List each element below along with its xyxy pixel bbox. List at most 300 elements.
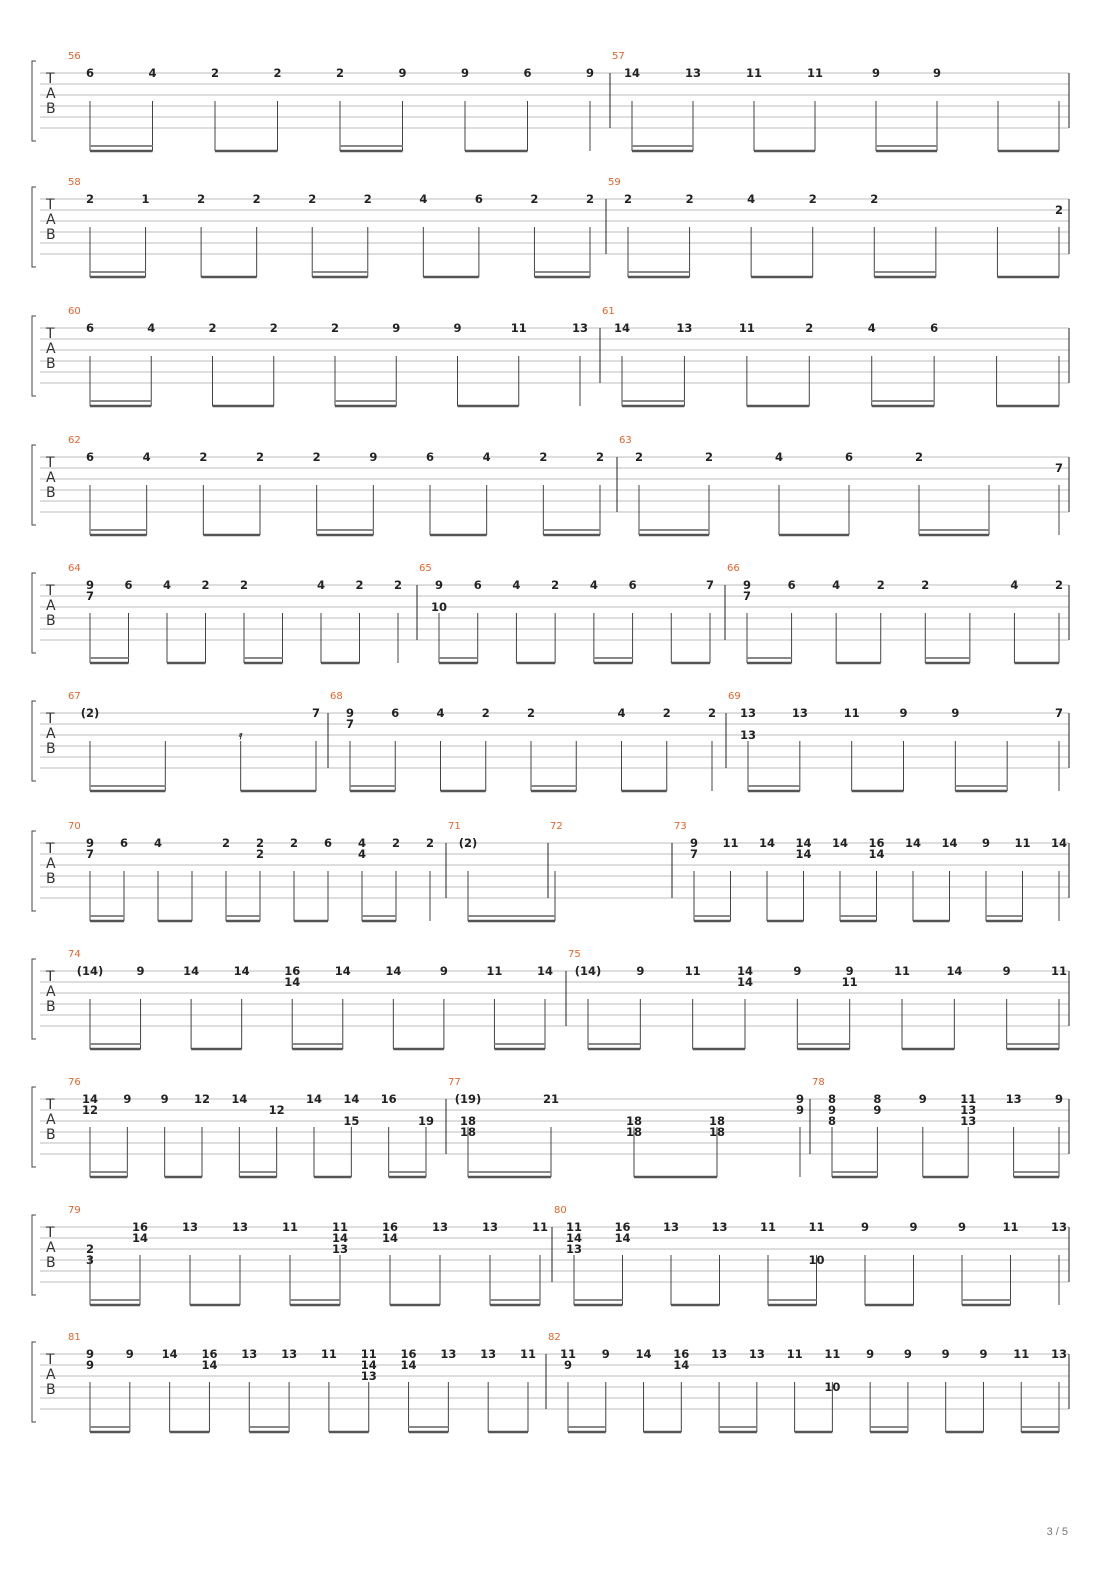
measure-number: 68: [330, 691, 343, 702]
fret-number: 14: [1050, 836, 1068, 850]
fret-number: 7: [1054, 706, 1064, 720]
fret-number: 11: [808, 1220, 825, 1234]
fret-number: 9: [979, 1347, 988, 1361]
fret-number: 16: [131, 1220, 149, 1234]
fret-number: 16: [284, 964, 301, 978]
fret-number: 4: [867, 321, 876, 335]
measure-number: 81: [68, 1332, 81, 1343]
fret-number: 8: [827, 1114, 837, 1128]
fret-number: 11: [559, 1347, 577, 1361]
fret-number: 2: [921, 578, 930, 592]
tab-clef-letter: T: [46, 711, 55, 727]
fret-number: 𝄿: [238, 728, 243, 742]
measure-number: 71: [448, 821, 461, 832]
system-bracket: [32, 701, 36, 781]
fret-number: 9: [903, 1347, 912, 1361]
fret-number: 16: [673, 1347, 690, 1361]
fret-number: 9: [125, 1347, 134, 1361]
fret-number: 9: [439, 964, 448, 978]
fret-number: 9: [827, 1103, 837, 1117]
measure-number: 56: [68, 51, 81, 62]
fret-number: 4: [774, 450, 784, 464]
fret-number: 2: [623, 192, 633, 206]
fret-number: 12: [268, 1103, 285, 1117]
fret-number: 11: [519, 1347, 537, 1361]
fret-number: 12: [81, 1103, 99, 1117]
fret-number: 2: [585, 192, 595, 206]
measure-number: 69: [728, 691, 741, 702]
fret-number: 6: [473, 578, 482, 592]
tab-clef-letter: A: [46, 984, 56, 1000]
fret-number: 2: [1054, 203, 1064, 217]
fret-number: 14: [673, 1358, 690, 1372]
fret-number: 14: [305, 1092, 323, 1106]
tab-clef-letter: T: [46, 969, 55, 985]
fret-number: 11: [893, 964, 911, 978]
measure-number: 66: [727, 563, 740, 574]
fret-number: 14: [904, 836, 922, 850]
fret-number: 9: [689, 836, 699, 850]
system-bracket: [32, 1342, 36, 1422]
fret-number: 14: [868, 847, 885, 861]
fret-number: 3: [85, 1253, 95, 1267]
fret-number: 13: [1005, 1092, 1022, 1106]
tab-system: [32, 691, 1069, 791]
fret-number: 14: [946, 964, 963, 978]
measure-number: 72: [550, 821, 563, 832]
fret-number: 19: [417, 1114, 435, 1128]
fret-number: 2: [199, 450, 208, 464]
tab-system: [32, 1077, 1069, 1177]
fret-number: 11: [759, 1220, 777, 1234]
fret-number: 4: [419, 192, 428, 206]
measure-number: 60: [68, 306, 81, 317]
fret-number: 14: [343, 1092, 360, 1106]
fret-number: 14: [360, 1358, 377, 1372]
fret-number: 13: [431, 1220, 449, 1234]
fret-number: 9: [860, 1220, 870, 1234]
tab-clef-letter: A: [46, 598, 56, 614]
fret-number: 14: [183, 964, 200, 978]
fret-number: 9: [85, 836, 95, 850]
fret-number: 14: [941, 836, 958, 850]
fret-number: 13: [241, 1347, 258, 1361]
fret-number: 2: [255, 836, 265, 850]
fret-number: 2: [252, 192, 261, 206]
fret-number: 2: [530, 192, 539, 206]
fret-number: 16: [201, 1347, 218, 1361]
tab-clef-letter: B: [46, 613, 56, 629]
fret-number: 9: [866, 1347, 875, 1361]
fret-number: 4: [162, 578, 172, 592]
fret-number: 6: [787, 578, 796, 592]
fret-number: 9: [369, 450, 378, 464]
fret-number: 2: [425, 836, 435, 850]
fret-number: 11: [360, 1347, 377, 1361]
fret-number: 18: [708, 1114, 726, 1128]
fret-number: 6: [474, 192, 483, 206]
fret-number: 7: [311, 706, 321, 720]
measure-number: 61: [602, 306, 615, 317]
tab-clef-letter: T: [46, 1097, 55, 1113]
fret-number: 7: [345, 717, 355, 731]
fret-number: 6: [628, 578, 637, 592]
fret-number: 6: [323, 836, 333, 850]
fret-number: 14: [758, 836, 776, 850]
fret-number: 9: [932, 66, 942, 80]
fret-number: 8: [873, 1092, 882, 1106]
tab-system: [32, 821, 1069, 921]
measure-number: 65: [419, 563, 432, 574]
fret-number: 13: [231, 1220, 249, 1234]
fret-number: 14: [623, 66, 641, 80]
fret-number: 2: [289, 836, 299, 850]
measure-number: 74: [68, 949, 81, 960]
fret-number: 2: [685, 192, 694, 206]
fret-number: 11: [565, 1220, 583, 1234]
fret-number: 2: [335, 66, 345, 80]
measure-number: 57: [612, 51, 625, 62]
tab-clef-letter: A: [46, 470, 56, 486]
fret-number: 11: [1013, 1347, 1030, 1361]
fret-number: 1: [141, 192, 150, 206]
fret-number: 9: [160, 1092, 169, 1106]
fret-number: 12: [193, 1092, 211, 1106]
fret-number: 16: [400, 1347, 417, 1361]
fret-number: 15: [343, 1114, 360, 1128]
fret-number: 2: [914, 450, 924, 464]
fret-number: 10: [824, 1380, 841, 1394]
fret-number: 13: [960, 1103, 977, 1117]
system-bracket: [32, 1087, 36, 1167]
measure-number: 64: [68, 563, 81, 574]
fret-number: 9: [345, 706, 355, 720]
page-number: 3 / 5: [1046, 1526, 1068, 1538]
fret-number: 6: [85, 66, 95, 80]
fret-number: 10: [808, 1253, 825, 1267]
fret-number: 7: [689, 847, 699, 861]
fret-number: 13: [565, 1242, 583, 1256]
fret-number: 11: [510, 321, 527, 335]
fret-number: 8: [827, 1092, 837, 1106]
fret-number: 4: [589, 578, 598, 592]
tab-clef-letter: T: [46, 455, 55, 471]
fret-number: 18: [459, 1114, 477, 1128]
fret-number: 13: [481, 1220, 499, 1234]
fret-number: 2: [391, 836, 401, 850]
fret-number: 9: [951, 706, 960, 720]
fret-number: 18: [708, 1125, 726, 1139]
fret-number: 11: [331, 1220, 349, 1234]
fret-number: 14: [795, 847, 812, 861]
tab-clef-letter: T: [46, 1225, 55, 1241]
tab-system: [32, 1332, 1069, 1432]
fret-number: (2): [458, 836, 478, 850]
fret-number: 2: [551, 578, 560, 592]
fret-number: 9: [392, 321, 401, 335]
tab-system: [32, 51, 1069, 151]
fret-number: 4: [832, 578, 841, 592]
fret-number: 11: [1050, 964, 1068, 978]
fret-number: 4: [482, 450, 491, 464]
fret-number: 9: [636, 964, 645, 978]
tab-clef-letter: A: [46, 86, 56, 102]
fret-number: 9: [845, 964, 854, 978]
fret-number: (14): [574, 964, 602, 978]
fret-number: 9: [1002, 964, 1011, 978]
fret-number: (19): [454, 1092, 482, 1106]
fret-number: 6: [523, 66, 532, 80]
fret-number: 14: [284, 975, 301, 989]
fret-number: 9: [563, 1358, 573, 1372]
fret-number: 11: [1014, 836, 1031, 850]
measure-number: 82: [548, 1332, 561, 1343]
fret-number: 11: [824, 1347, 841, 1361]
fret-number: 9: [957, 1220, 967, 1234]
tab-system: [32, 563, 1069, 663]
fret-number: 2: [239, 578, 249, 592]
measure-number: 78: [812, 1077, 825, 1088]
tab-clef-letter: A: [46, 1240, 56, 1256]
fret-number: 13: [748, 1347, 765, 1361]
fret-number: 9: [899, 706, 908, 720]
system-bracket: [32, 573, 36, 653]
tab-clef-letter: A: [46, 212, 56, 228]
measure-number: 59: [608, 177, 621, 188]
tab-clef-letter: A: [46, 341, 56, 357]
fret-number: 9: [453, 321, 462, 335]
tab-clef-letter: B: [46, 999, 56, 1015]
fret-number: 11: [281, 1220, 299, 1234]
fret-number: 4: [436, 706, 445, 720]
fret-number: 2: [1054, 578, 1064, 592]
tab-system: [32, 1205, 1069, 1305]
fret-number: 14: [201, 1358, 218, 1372]
fret-number: 14: [400, 1358, 417, 1372]
fret-number: 4: [357, 836, 367, 850]
fret-number: 13: [960, 1114, 977, 1128]
fret-number: 7: [85, 589, 95, 603]
fret-number: 6: [85, 321, 95, 335]
fret-number: 2: [595, 450, 605, 464]
fret-number: 9: [981, 836, 991, 850]
tab-clef-letter: B: [46, 485, 56, 501]
measure-number: 63: [619, 435, 632, 446]
fret-number: 7: [1054, 461, 1064, 475]
fret-number: 2: [85, 1242, 95, 1256]
fret-number: 14: [736, 964, 754, 978]
fret-number: 2: [393, 578, 403, 592]
fret-number: 2: [363, 192, 372, 206]
fret-number: 9: [795, 1092, 805, 1106]
fret-number: 11: [843, 706, 860, 720]
fret-number: 2: [197, 192, 206, 206]
fret-number: 13: [791, 706, 808, 720]
fret-number: 2: [308, 192, 317, 206]
fret-number: 13: [281, 1347, 298, 1361]
fret-number: 13: [1050, 1347, 1068, 1361]
fret-number: 4: [1010, 578, 1019, 592]
fret-number: 9: [909, 1220, 918, 1234]
fret-number: 16: [380, 1092, 397, 1106]
fret-number: 13: [1050, 1220, 1068, 1234]
fret-number: 13: [331, 1242, 349, 1256]
fret-number: 13: [711, 1220, 728, 1234]
system-bracket: [32, 831, 36, 911]
fret-number: 4: [512, 578, 521, 592]
tab-clef-letter: T: [46, 197, 55, 213]
system-bracket: [32, 61, 36, 141]
tab-clef-letter: B: [46, 871, 56, 887]
fret-number: 2: [355, 578, 364, 592]
fret-number: 2: [704, 450, 714, 464]
fret-number: 13: [676, 321, 693, 335]
fret-number: 2: [876, 578, 885, 592]
fret-number: 11: [486, 964, 503, 978]
fret-number: 9: [85, 1347, 95, 1361]
fret-number: 9: [941, 1347, 950, 1361]
tab-clef-letter: A: [46, 1112, 56, 1128]
tab-system: [32, 949, 1069, 1049]
fret-number: 9: [601, 1347, 610, 1361]
fret-number: 6: [124, 578, 133, 592]
fret-number: 9: [136, 964, 145, 978]
fret-number: 13: [739, 706, 757, 720]
measure-number: 58: [68, 177, 81, 188]
tab-clef-letter: B: [46, 1127, 56, 1143]
fret-number: 9: [460, 66, 470, 80]
fret-number: 2: [808, 192, 817, 206]
fret-number: 2: [221, 836, 231, 850]
fret-number: 14: [614, 1231, 631, 1245]
tab-system: [32, 177, 1069, 277]
fret-number: 14: [736, 975, 754, 989]
fret-number: 13: [711, 1347, 728, 1361]
tab-clef-letter: B: [46, 227, 56, 243]
fret-number: 6: [844, 450, 854, 464]
fret-number: 11: [960, 1092, 977, 1106]
fret-number: 9: [85, 1358, 95, 1372]
fret-number: 14: [536, 964, 554, 978]
fret-number: 7: [705, 578, 715, 592]
fret-number: 9: [742, 578, 752, 592]
tab-clef-letter: B: [46, 1255, 56, 1271]
fret-number: 10: [430, 600, 448, 614]
fret-number: 2: [707, 706, 717, 720]
tab-clef-letter: B: [46, 356, 56, 372]
fret-number: 14: [331, 1231, 349, 1245]
fret-number: 9: [585, 66, 595, 80]
fret-number: 9: [123, 1092, 132, 1106]
measure-number: 75: [568, 949, 581, 960]
fret-number: 13: [739, 728, 757, 742]
tab-system: [32, 435, 1069, 535]
fret-number: 9: [1054, 1092, 1064, 1106]
measure-number: 77: [448, 1077, 461, 1088]
fret-number: 11: [841, 975, 858, 989]
fret-number: 13: [684, 66, 702, 80]
system-bracket: [32, 1215, 36, 1295]
fret-number: 14: [161, 1347, 178, 1361]
fret-number: 9: [434, 578, 444, 592]
fret-number: 11: [786, 1347, 803, 1361]
fret-number: 16: [868, 836, 885, 850]
measure-number: 70: [68, 821, 81, 832]
fret-number: 14: [231, 1092, 248, 1106]
tab-clef-letter: T: [46, 583, 55, 599]
fret-number: 18: [625, 1125, 643, 1139]
fret-number: 7: [85, 847, 95, 861]
fret-number: 2: [201, 578, 210, 592]
system-bracket: [32, 959, 36, 1039]
fret-number: 13: [662, 1220, 680, 1234]
fret-number: 4: [747, 192, 756, 206]
fret-number: 6: [119, 836, 129, 850]
tab-clef-letter: B: [46, 101, 56, 117]
measure-number: 79: [68, 1205, 81, 1216]
fret-number: 13: [480, 1347, 497, 1361]
fret-number: 11: [806, 66, 824, 80]
fret-number: 14: [565, 1231, 583, 1245]
fret-number: 9: [398, 66, 407, 80]
fret-number: 2: [210, 66, 220, 80]
tab-clef-letter: A: [46, 856, 56, 872]
tab-system: [32, 306, 1069, 406]
fret-number: 2: [481, 706, 490, 720]
tab-clef-letter: A: [46, 726, 56, 742]
fret-number: 11: [684, 964, 701, 978]
fret-number: 11: [531, 1220, 549, 1234]
tab-clef-letter: B: [46, 1382, 56, 1398]
measure-number: 62: [68, 435, 81, 446]
fret-number: 4: [357, 847, 367, 861]
measure-number: 80: [554, 1205, 567, 1216]
fret-number: 4: [316, 578, 326, 592]
fret-number: 2: [539, 450, 548, 464]
fret-number: (14): [76, 964, 104, 978]
fret-number: 16: [614, 1220, 631, 1234]
fret-number: 4: [153, 836, 163, 850]
fret-number: 9: [871, 66, 881, 80]
tab-clef-letter: T: [46, 326, 55, 342]
fret-number: 11: [1002, 1220, 1019, 1234]
fret-number: 14: [613, 321, 631, 335]
measure-number: 73: [674, 821, 687, 832]
fret-number: 13: [360, 1369, 377, 1383]
tab-clef-letter: B: [46, 741, 56, 757]
fret-number: 9: [793, 964, 802, 978]
fret-number: 4: [147, 321, 156, 335]
fret-number: 2: [526, 706, 536, 720]
fret-number: 2: [330, 321, 340, 335]
fret-number: 18: [625, 1114, 643, 1128]
fret-number: 2: [662, 706, 671, 720]
fret-number: 4: [148, 66, 157, 80]
tab-clef-letter: A: [46, 1367, 56, 1383]
fret-number: (2): [80, 706, 100, 720]
fret-number: 2: [269, 321, 278, 335]
fret-number: 13: [440, 1347, 457, 1361]
fret-number: 6: [391, 706, 400, 720]
fret-number: 14: [131, 1231, 149, 1245]
fret-number: 2: [312, 450, 321, 464]
fret-number: 6: [425, 450, 435, 464]
fret-number: 14: [233, 964, 250, 978]
fret-number: 9: [873, 1103, 882, 1117]
fret-number: 14: [334, 964, 351, 978]
fret-number: 9: [85, 578, 95, 592]
fret-number: 4: [617, 706, 626, 720]
